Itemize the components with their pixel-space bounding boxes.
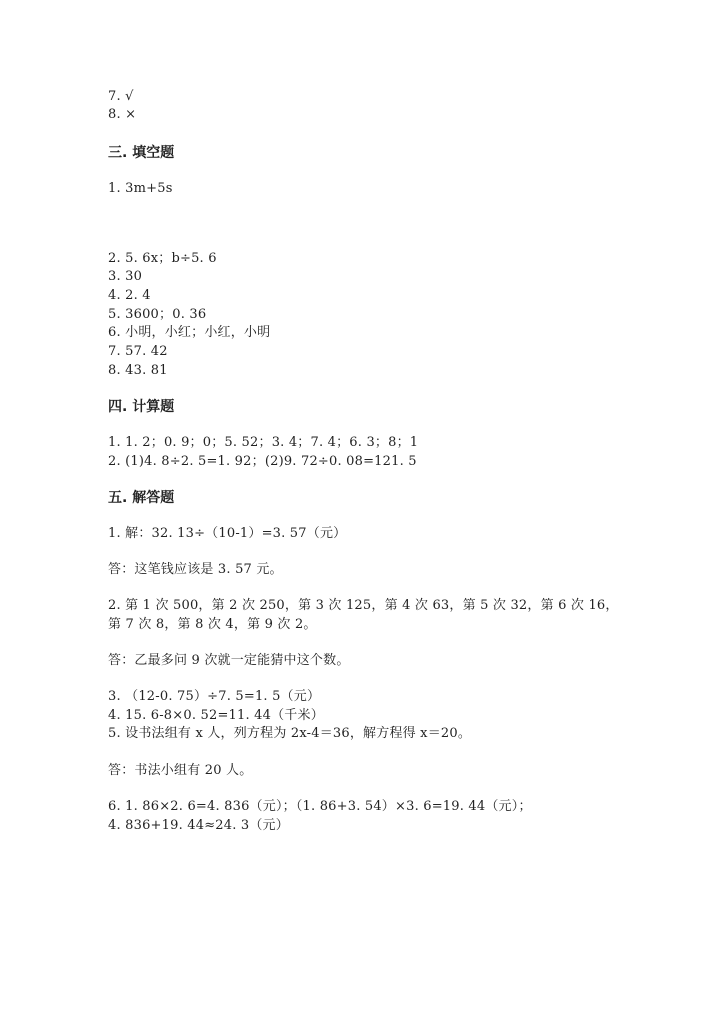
- fill-answer-6: 6. 小明，小红；小红，小明: [108, 325, 271, 340]
- problem-1-answer: 答：这笔钱应该是 3. 57 元。: [108, 562, 283, 577]
- problem-5-answer: 答：书法小组有 20 人。: [108, 763, 253, 778]
- judgement-answer-7: 7. √: [108, 89, 134, 104]
- fill-answer-3: 3. 30: [108, 269, 143, 284]
- fill-answer-7: 7. 57. 42: [108, 344, 168, 359]
- problem-2-solution-line1: 2. 第 1 次 500，第 2 次 250，第 3 次 125，第 4 次 63，第 5 次 32，第 6 次 16，: [108, 598, 619, 613]
- fill-answer-5: 5. 3600；0. 36: [108, 307, 207, 322]
- calc-answer-2: 2. (1)4. 8÷2. 5=1. 92；(2)9. 72÷0. 08=121. 5: [108, 454, 417, 469]
- fill-answer-2: 2. 5. 6x；b÷5. 6: [108, 251, 217, 266]
- fill-answer-4: 4. 2. 4: [108, 288, 151, 303]
- section-heading-word-problems: 五. 解答题: [108, 490, 175, 506]
- section-heading-fill-in: 三. 填空题: [108, 145, 175, 161]
- problem-6-solution-line2: 4. 836+19. 44≈24. 3（元）: [108, 818, 289, 833]
- calc-answer-1: 1. 1. 2；0. 9；0；5. 52；3. 4；7. 4；6. 3；8；1: [108, 435, 419, 450]
- problem-5-solution: 5. 设书法组有 x 人，列方程为 2x-4＝36，解方程得 x＝20。: [108, 726, 472, 741]
- problem-2-answer: 答：乙最多问 9 次就一定能猜中这个数。: [108, 653, 350, 668]
- problem-2-solution-line2: 第 7 次 8，第 8 次 4，第 9 次 2。: [108, 617, 317, 632]
- section-heading-calculation: 四. 计算题: [108, 399, 175, 415]
- fill-answer-1: 1. 3m+5s: [108, 181, 173, 196]
- problem-6-solution-line1: 6. 1. 86×2. 6=4. 836（元）；（1. 86+3. 54）×3. 6=19. 44（元）；: [108, 799, 532, 814]
- problem-1-solution: 1. 解：32. 13÷（10-1）=3. 57（元）: [108, 526, 347, 541]
- judgement-answer-8: 8. ×: [108, 107, 137, 122]
- fill-answer-8: 8. 43. 81: [108, 363, 168, 378]
- problem-3-solution: 3. （12-0. 75）÷7. 5=1. 5（元）: [108, 689, 321, 704]
- problem-4-solution: 4. 15. 6-8×0. 52=11. 44（千米）: [108, 708, 324, 723]
